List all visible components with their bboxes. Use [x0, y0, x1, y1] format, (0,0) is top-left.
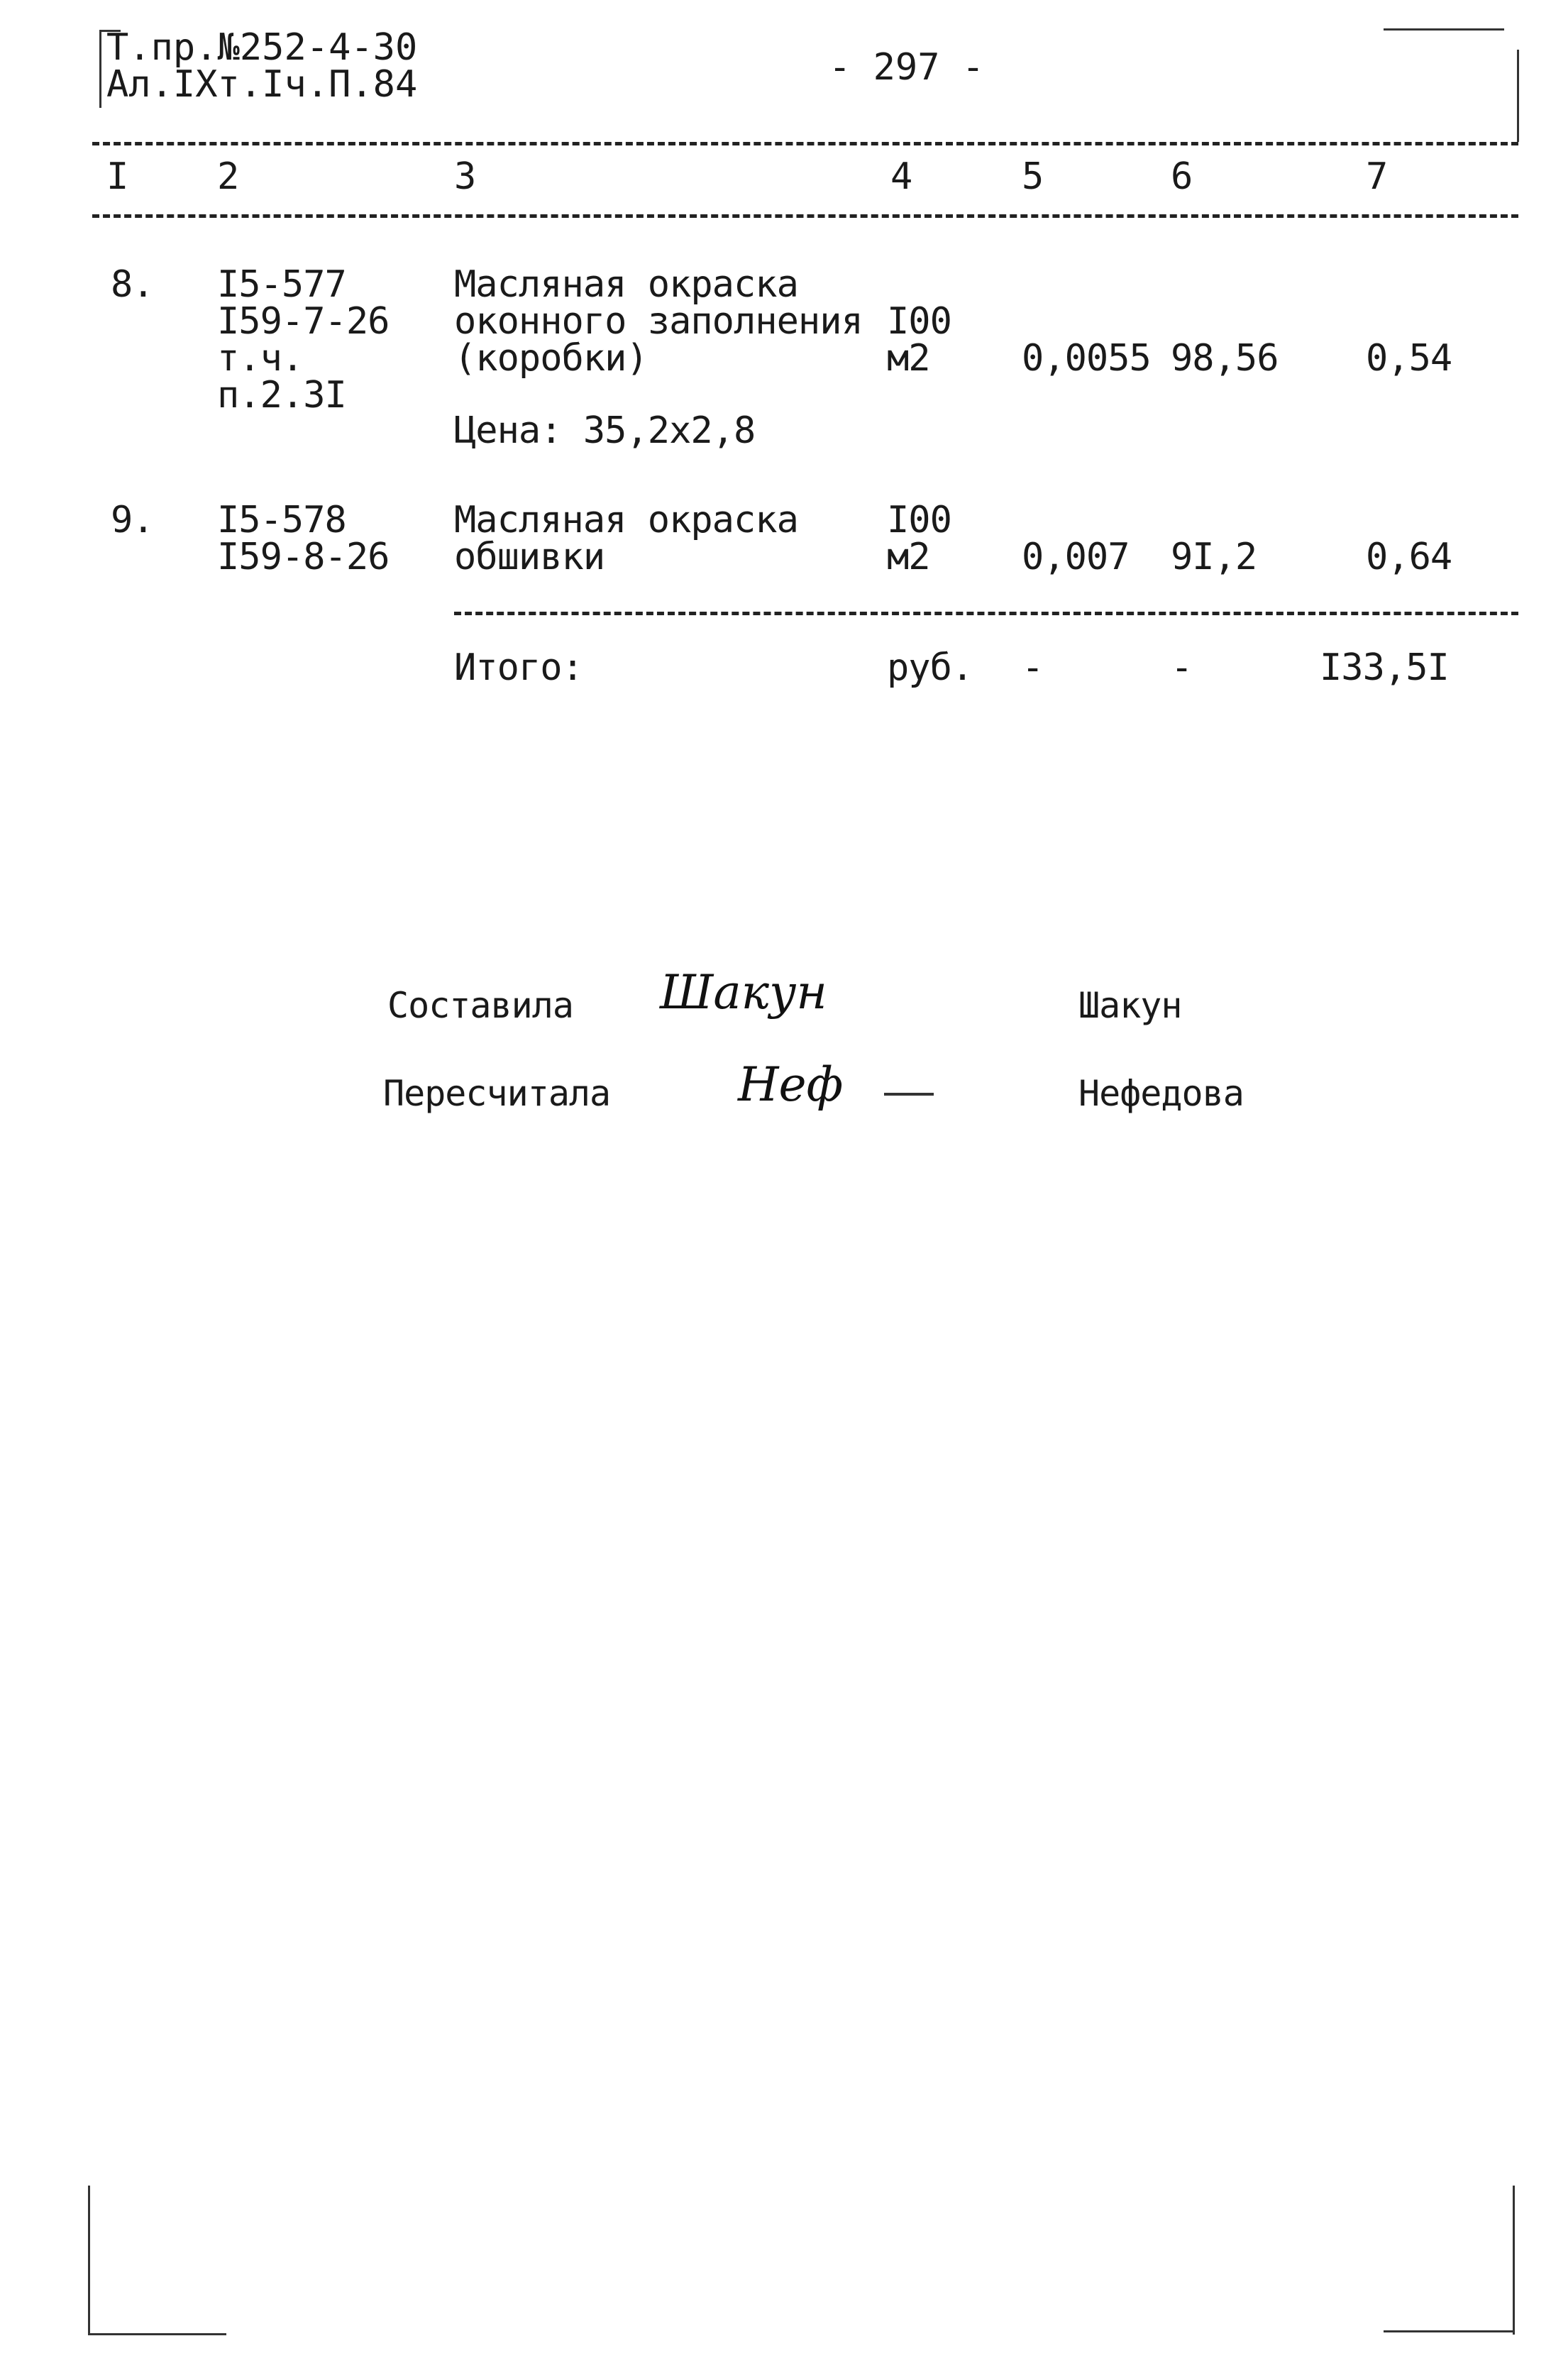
row-unit-line: м2 — [887, 536, 930, 578]
project-line-2: Ал.IХт.Iч.П.84 — [106, 63, 418, 106]
row-total: 0,54 — [1366, 337, 1452, 380]
row-total: 0,64 — [1366, 536, 1452, 578]
column-header-2: 2 — [217, 155, 239, 198]
row-unit-line: I00 — [887, 300, 951, 343]
corner-mark-bottom-right — [1513, 2186, 1515, 2335]
row-number: 9. — [111, 499, 154, 541]
corner-mark-bottom-left-h — [88, 2333, 226, 2335]
corner-mark-top-right-v — [1517, 50, 1519, 142]
row-number: 8. — [111, 263, 154, 306]
corner-mark-top-left — [99, 30, 101, 108]
corner-mark-bottom-right-h — [1384, 2330, 1514, 2332]
signer-name: Нефедова — [1078, 1073, 1244, 1114]
column-header-3: 3 — [454, 155, 476, 198]
header-rule-bottom — [92, 214, 1518, 218]
row-unit-price: 98,56 — [1171, 337, 1279, 380]
row-unit-line: I00 — [887, 499, 951, 541]
column-header-6: 6 — [1171, 155, 1193, 198]
total-value: I33,5I — [1320, 646, 1449, 689]
total-rule — [454, 612, 1518, 615]
header-rule-top — [92, 142, 1518, 145]
corner-mark-top-right — [1384, 28, 1504, 31]
project-line-1: Т.пр.№252-4-30 — [106, 26, 418, 69]
row-quantity: 0,007 — [1022, 536, 1130, 578]
row-description-line: обшивки — [454, 536, 605, 578]
row-unit-price: 9I,2 — [1171, 536, 1257, 578]
row-unit-line: м2 — [887, 337, 930, 380]
signature-stroke — [884, 1093, 934, 1096]
row-description-line: Масляная окраска — [454, 499, 798, 541]
total-unit: руб. — [887, 646, 973, 689]
row-code-line: I59-7-26 — [217, 300, 390, 343]
column-header-1: I — [106, 155, 128, 198]
total-label: Итого: — [454, 646, 583, 689]
row-quantity: 0,0055 — [1022, 337, 1151, 380]
signer-name: Шакун — [1078, 985, 1182, 1026]
signature-role: Составила — [387, 985, 573, 1026]
column-header-4: 4 — [890, 155, 912, 198]
total-unit-price: - — [1171, 646, 1193, 689]
page-number: - 297 - — [829, 46, 985, 89]
row-code-line: I5-578 — [217, 499, 346, 541]
row-code-line: п.2.3I — [217, 374, 346, 417]
row-description-line: оконного заполнения — [454, 300, 863, 343]
corner-mark-bottom-left — [88, 2186, 90, 2335]
row-code-line: т.ч. — [217, 337, 304, 380]
column-header-5: 5 — [1022, 155, 1044, 198]
column-header-7: 7 — [1366, 155, 1388, 198]
row-code-line: I5-577 — [217, 263, 346, 306]
handwritten-signature: Шакун — [660, 965, 827, 1020]
row-description-line: Масляная окраска — [454, 263, 798, 306]
row-price-note: Цена: 35,2х2,8 — [454, 409, 756, 452]
row-code-line: I59-8-26 — [217, 536, 390, 578]
handwritten-signature: Неф — [738, 1057, 844, 1112]
total-quantity: - — [1022, 646, 1044, 689]
signature-role: Пересчитала — [383, 1073, 611, 1114]
row-description-line: (коробки) — [454, 337, 648, 380]
